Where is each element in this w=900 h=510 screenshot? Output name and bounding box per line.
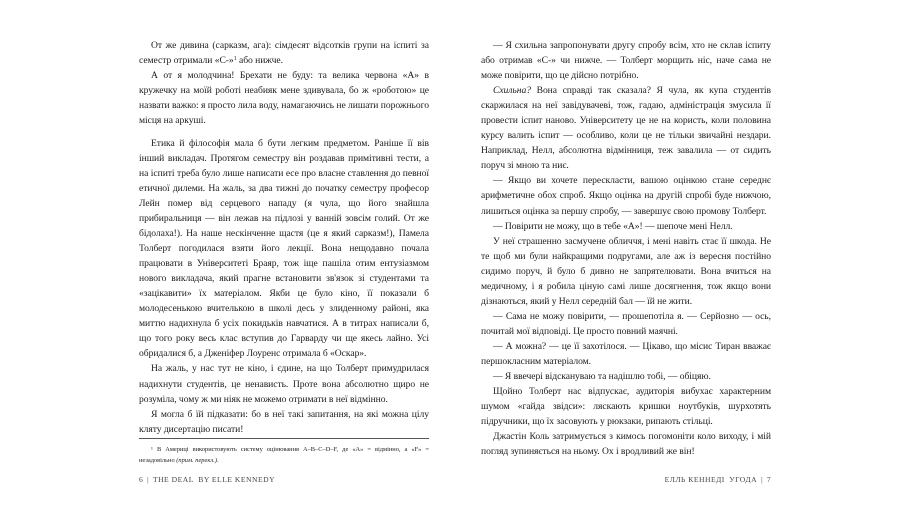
footnote-end: .: [216, 457, 219, 464]
paragraph: Джастін Коль затримується з кимось погомоніти коло виходу, і мій погляд зупиняється на ньому. Ох і вродливий же він!: [481, 431, 771, 458]
paragraph: Я могла б їй підказати: бо в неї такі запитання, на які можна цілу кляту дисертацію писати!: [139, 408, 429, 435]
paragraph: — Повірити не можу, що в тебе «А»! — шепоче мені Нелл.: [493, 220, 733, 232]
paragraph-line: іспиті за семестр отримали «С-»: [139, 40, 429, 67]
paragraph: [481, 83, 771, 173]
footnote: [139, 438, 429, 466]
paragraph: — А можна? — це її захотілося. — Цікаво, що місис Тиран вважає першокласним матеріалом.: [481, 340, 771, 367]
author-name: ЕЛЛЬ КЕННЕДІ: [664, 475, 725, 484]
paragraph: — Якщо ви хочете перескласти, вашою оцінкою стане середнє арифметичне обох спроб. Якщо оцінка на другій спробі буде нижчою, лишиться оцінка за першу спробу, — завершує свою промову Толберт.: [481, 175, 771, 217]
right-page-footer: ЕЛЛЬ КЕННЕДІ УГОДА | 7: [664, 475, 771, 484]
book-title: УГОДА: [729, 475, 758, 484]
italic-word: Схильна?: [493, 85, 531, 97]
page-number: 6: [139, 475, 144, 484]
left-page-footer: 6 | THE DEAL BY ELLE KENNEDY: [139, 475, 276, 484]
paragraph-tail: або нижче.: [236, 55, 283, 67]
author-credit: BY ELLE KENNEDY: [198, 475, 276, 484]
paragraph: — Я ввечері відскануваю та надішлю тобі, — обіцяю.: [493, 371, 711, 383]
paragraph: На жаль, у нас тут не кіно, і єдине, на що Толберт примудрилася надихнути студентів, це ненависть. Проте вона абсолютно щиро не розуміла, чому ж ми ніяк не можемо отримати в неї відмінно.: [139, 363, 429, 405]
paragraph: — Сама не можу повірити, — прошепотіла я. — Серйозно — ось, почитай мої відповіді. Це просто повний маячні.: [481, 310, 771, 337]
paragraph: А от я молодчина! Брехати не буду: та велика червона «А» в кружечку на моїй роботі неабияк мене здивувала, бо ж «роботою» це назвати важко: я просто лила воду, намагаючись не лишати порожнього місця на аркуші.: [139, 70, 429, 127]
footnote-text: [139, 444, 429, 466]
left-page: [139, 38, 429, 437]
paragraph: Етика й філософія мала б бути легким предметом. Раніше її вів інший викладач. Протягом семестру він роздавав примітивні тести, а на іспиті треба було лише написати есе про власне ставлення до певної етичної дилеми. На жаль, за два тижні до початку семестру професор Лейн помер від серцевого нападу (я чула, що його знайшла прибиральниця — він лежав на підлозі у ванній зовсім голий. От же бідолаха!). На наше нескінченне щастя (це я який сарказм!), Памела Толберт погодилася взяти його лекції. Вона нещодавно почала працювати в Університеті Браяр, тож іще пашіла отим ентузіазмом нового викладача, який прагне встановити зв'язок зі студентами та «зацікавити» їх матеріалом. Якби це було кіно, її показали б молодесенькою вчителькою в школі десь у злиденному районі, яка миттю надихнула б усіх покидьків навчатися. А в титрах написали б, що того року весь клас вступив до Гарварду чи ще якесь лайно. Усі обридалися б, а Дженіфер Лоуренс отримала б «Оскар».: [139, 137, 429, 360]
footnote-marker: 1: [233, 56, 237, 63]
page-number: 7: [766, 475, 771, 484]
paragraph: — Я схильна запропонувати другу спробу всім, хто не склав іспиту або отримав «С-» чи нижче. — Толберт морщить ніс, наче сама не може повірити, що це дійсно потрібно.: [481, 40, 771, 82]
footnote-italic: (прим. перекл.): [176, 457, 217, 464]
book-title: THE DEAL: [152, 475, 194, 484]
footnote-line: ¹ В Америці використовують систему оцінювання A–B–C–D–F, де «А» = відмінно, а «F» = незадовільно: [139, 446, 429, 464]
paragraph: Щойно Толберт нас відпускає, аудиторія вибухає характерним шумом «гайда звідси»: ляскають кришки ноутбуків, шурхотять підручники, що їх засовують у рюкзаки, рипають стільці.: [481, 386, 771, 428]
paragraph-body: Вона справді так сказала? Я чула, як купа студентів скаржилася на неї завідувачеві, тож, гадаю, адміністрація змусила її провести іспит наново. Університету це не на користь, коли половина курсу валить іспит — особливо, коли це не тільки звичайні нездари. Наприклад, Нелл, абсолютна відмінниця, теж завалила — от сидить поруч зі мною та ниє.: [481, 85, 771, 172]
right-page: [481, 38, 771, 459]
paragraph-line: От же дивина (сарказм, ага): сімдесят відсотків групи на: [151, 40, 390, 51]
paragraph: [139, 38, 429, 68]
paragraph: У неї страшенно засмучене обличчя, і мені навіть стає її шкода. Не те щоб ми були найкращими подругами, але аж із вересня постійно сидимо поруч, й було б дивно не запрятелювати. Вона вчиться на медичному, і я робила ціную самі лише досягнення, тож якщо вони дізнаються, який у Нелл середній бал — їй не жити.: [481, 235, 771, 307]
